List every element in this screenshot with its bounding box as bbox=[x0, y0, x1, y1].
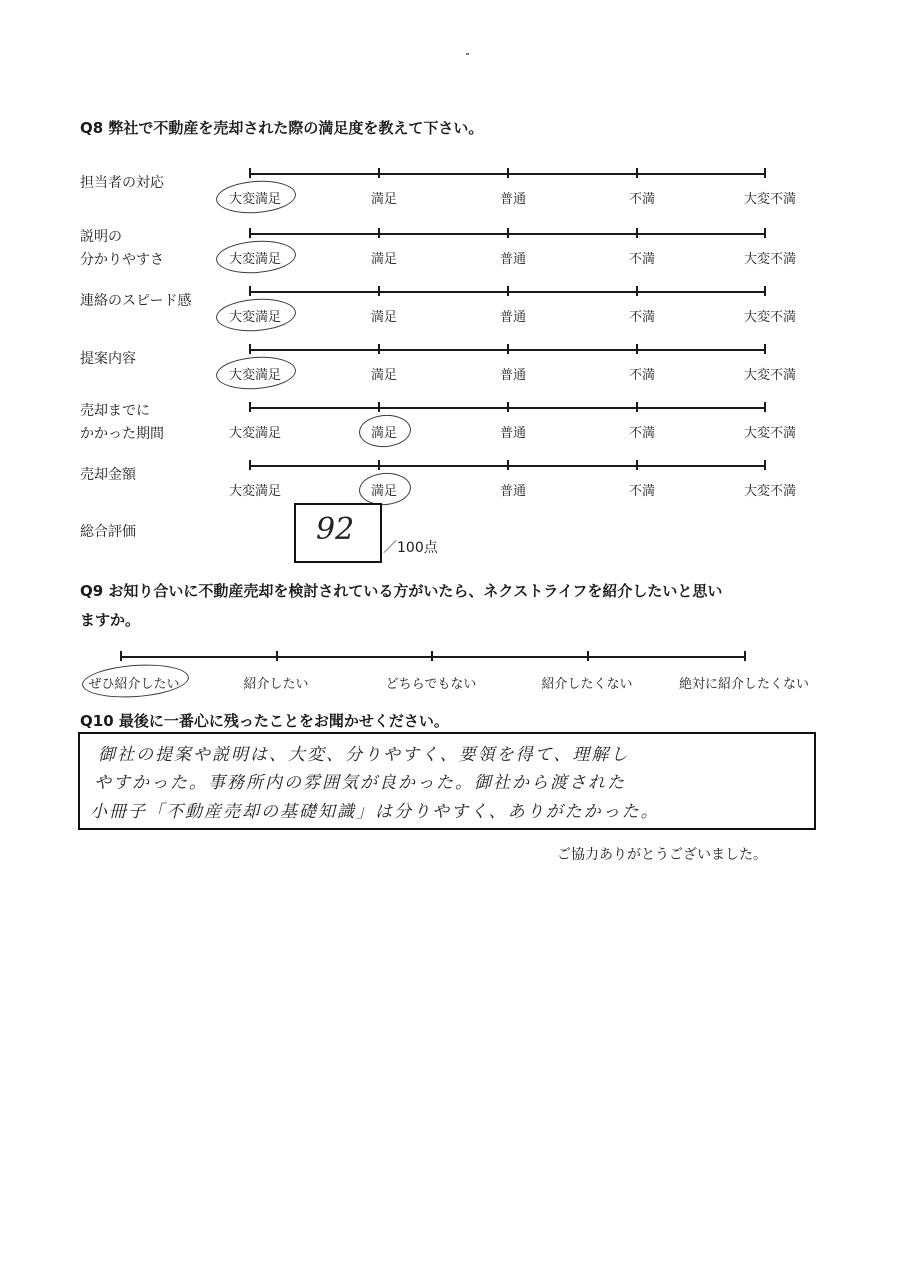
rating-option[interactable]: 不満 bbox=[628, 368, 656, 383]
rating-scale-tick bbox=[764, 460, 766, 470]
overall-label: 総合評価 bbox=[80, 524, 136, 540]
rating-option[interactable]: 大変不満 bbox=[743, 484, 797, 499]
rating-scale-tick bbox=[764, 168, 766, 178]
rating-option[interactable]: 普通 bbox=[499, 252, 527, 267]
rating-scale-tick bbox=[507, 460, 509, 470]
rating-scale-tick bbox=[636, 286, 638, 296]
recommend-option[interactable]: 紹介したくない bbox=[541, 677, 633, 692]
rating-option[interactable]: 大変満足 bbox=[228, 192, 282, 207]
rating-scale-tick bbox=[636, 168, 638, 178]
rating-scale-tick bbox=[378, 168, 380, 178]
rating-scale-tick bbox=[378, 402, 380, 412]
rating-scale-tick bbox=[120, 651, 122, 661]
rating-scale-tick bbox=[249, 228, 251, 238]
rating-option[interactable]: 普通 bbox=[499, 484, 527, 499]
rating-option[interactable]: 満足 bbox=[370, 368, 398, 383]
rating-scale-tick bbox=[636, 344, 638, 354]
selected-option-circle bbox=[358, 413, 412, 449]
rating-scale-tick bbox=[507, 286, 509, 296]
rating-scale-tick bbox=[378, 228, 380, 238]
scan-mark bbox=[466, 53, 469, 55]
rating-scale-tick bbox=[249, 402, 251, 412]
rating-option[interactable]: 大変不満 bbox=[743, 426, 797, 441]
rating-scale-tick bbox=[507, 168, 509, 178]
selected-option-circle bbox=[215, 178, 297, 216]
rating-option[interactable]: 満足 bbox=[370, 310, 398, 325]
rating-option[interactable]: 大変満足 bbox=[228, 484, 282, 499]
rating-option[interactable]: 大変満足 bbox=[228, 252, 282, 267]
rating-scale-tick bbox=[744, 651, 746, 661]
closing-thanks: ご協力ありがとうございました。 bbox=[557, 847, 767, 863]
q8-row-label-line2: 分かりやすさ bbox=[80, 252, 164, 268]
rating-scale-tick bbox=[378, 344, 380, 354]
rating-option[interactable]: 不満 bbox=[628, 426, 656, 441]
rating-option[interactable]: 大変不満 bbox=[743, 252, 797, 267]
q8-row-label: 売却までに bbox=[80, 403, 150, 419]
rating-option[interactable]: 満足 bbox=[370, 192, 398, 207]
rating-scale-tick bbox=[507, 402, 509, 412]
rating-scale-tick bbox=[507, 344, 509, 354]
selected-option-circle bbox=[215, 296, 297, 334]
q10-answer-box[interactable] bbox=[78, 732, 816, 830]
rating-scale-tick bbox=[378, 286, 380, 296]
rating-option[interactable]: 不満 bbox=[628, 310, 656, 325]
selected-option-circle bbox=[215, 238, 297, 276]
rating-scale-line bbox=[120, 656, 746, 658]
rating-option[interactable]: 普通 bbox=[499, 192, 527, 207]
rating-scale-tick bbox=[764, 286, 766, 296]
rating-option[interactable]: 不満 bbox=[628, 484, 656, 499]
q8-row-label: 担当者の対応 bbox=[80, 175, 164, 191]
rating-scale-tick bbox=[507, 228, 509, 238]
q9-title-line1: Q9 お知り合いに不動産売却を検討されている方がいたら、ネクストライフを紹介したいと思い bbox=[80, 582, 723, 600]
selected-option-circle bbox=[81, 661, 190, 700]
rating-scale-tick bbox=[249, 168, 251, 178]
recommend-option[interactable]: ぜひ紹介したい bbox=[88, 677, 180, 692]
q8-title: Q8 弊社で不動産を売却された際の満足度を教えて下さい。 bbox=[80, 119, 484, 137]
q8-row-label: 売却金額 bbox=[80, 467, 136, 483]
rating-scale-tick bbox=[587, 651, 589, 661]
rating-scale-tick bbox=[276, 651, 278, 661]
rating-scale-tick bbox=[431, 651, 433, 661]
q10-answer-line-3: 小冊子「不動産売却の基礎知識」は分りやすく、ありがたかった。 bbox=[90, 802, 660, 822]
rating-option[interactable]: 不満 bbox=[628, 192, 656, 207]
q10-answer-line-2: やすかった。事務所内の雰囲気が良かった。御社から渡された bbox=[94, 773, 626, 793]
rating-scale-tick bbox=[378, 460, 380, 470]
rating-option[interactable]: 大変満足 bbox=[228, 368, 282, 383]
rating-scale-tick bbox=[764, 402, 766, 412]
q8-row-label: 説明の bbox=[80, 229, 122, 245]
rating-option[interactable]: 普通 bbox=[499, 426, 527, 441]
rating-option[interactable]: 大変不満 bbox=[743, 368, 797, 383]
rating-option[interactable]: 普通 bbox=[499, 368, 527, 383]
q9-title-line2: ますか。 bbox=[80, 611, 141, 629]
rating-option[interactable]: 大変不満 bbox=[743, 192, 797, 207]
q8-row-label: 連絡のスピード感 bbox=[80, 293, 192, 309]
selected-option-circle bbox=[215, 354, 297, 392]
rating-option[interactable]: 普通 bbox=[499, 310, 527, 325]
recommend-option[interactable]: 絶対に紹介したくない bbox=[678, 677, 810, 692]
rating-option[interactable]: 大変満足 bbox=[228, 310, 282, 325]
rating-option[interactable]: 満足 bbox=[370, 484, 398, 499]
rating-option[interactable]: 大変満足 bbox=[228, 426, 282, 441]
rating-scale-tick bbox=[249, 460, 251, 470]
q10-title: Q10 最後に一番心に残ったことをお聞かせください。 bbox=[80, 712, 449, 730]
recommend-option[interactable]: 紹介したい bbox=[243, 677, 309, 692]
rating-scale-tick bbox=[636, 402, 638, 412]
rating-scale-tick bbox=[764, 344, 766, 354]
rating-scale-tick bbox=[636, 228, 638, 238]
rating-scale-tick bbox=[249, 344, 251, 354]
rating-scale-tick bbox=[764, 228, 766, 238]
rating-scale-tick bbox=[249, 286, 251, 296]
rating-option[interactable]: 不満 bbox=[628, 252, 656, 267]
rating-option[interactable]: 大変不満 bbox=[743, 310, 797, 325]
overall-score-box[interactable] bbox=[294, 503, 382, 563]
q10-answer-line-1: 御社の提案や説明は、大変、分りやすく、要領を得て、理解し bbox=[98, 745, 630, 765]
recommend-option[interactable]: どちらでもない bbox=[385, 677, 477, 692]
q8-row-label: 提案内容 bbox=[80, 351, 136, 367]
selected-option-circle bbox=[358, 471, 412, 507]
rating-option[interactable]: 満足 bbox=[370, 426, 398, 441]
overall-score-value: 92 bbox=[316, 512, 355, 547]
rating-option[interactable]: 満足 bbox=[370, 252, 398, 267]
overall-score-suffix: ／100点 bbox=[383, 540, 438, 556]
rating-scale-tick bbox=[636, 460, 638, 470]
q8-row-label-line2: かかった期間 bbox=[80, 426, 164, 442]
